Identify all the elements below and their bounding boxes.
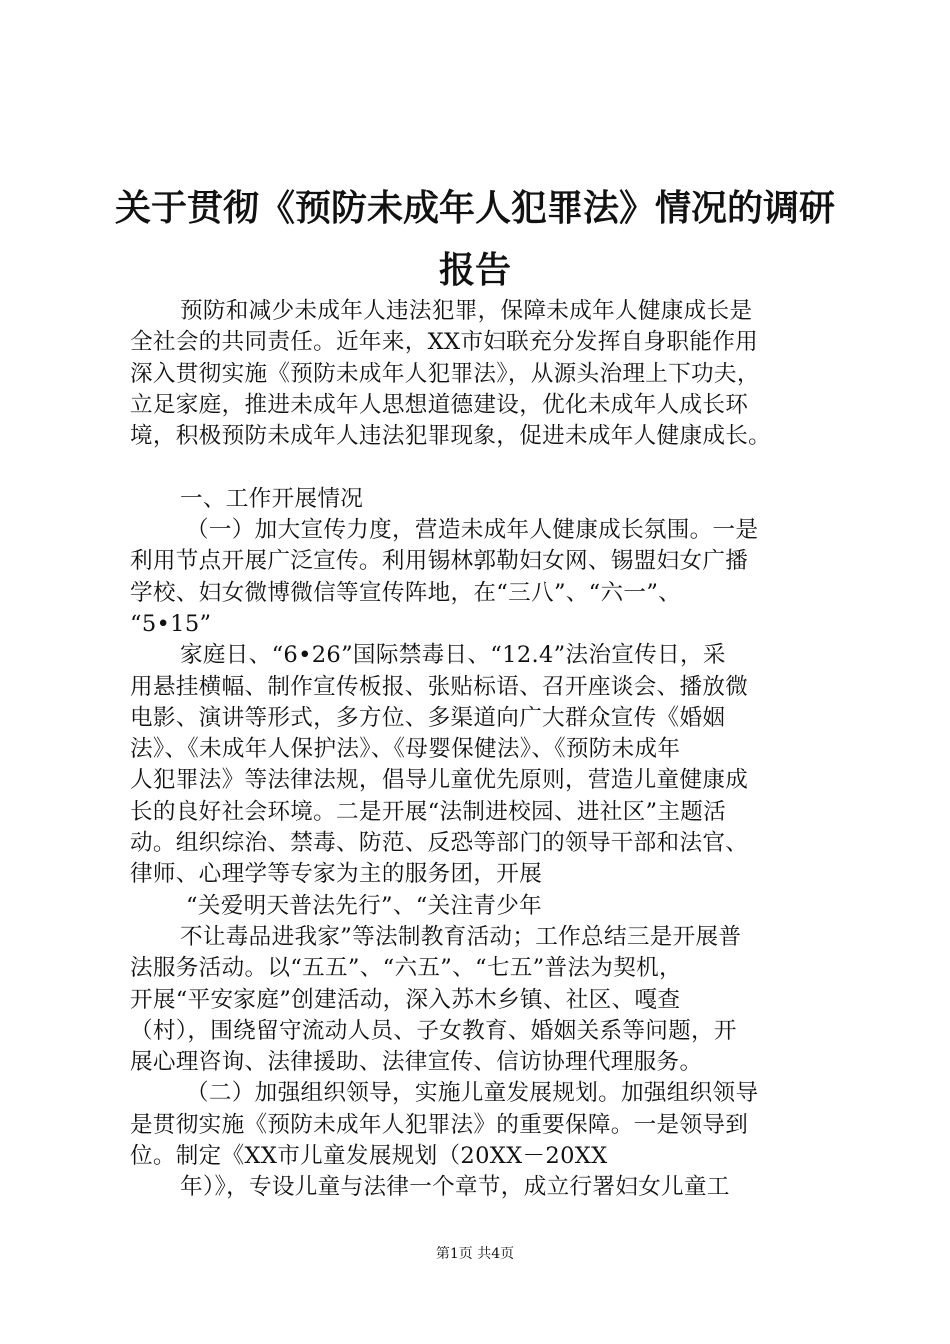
blank-line [130,452,850,483]
paragraph-line: 是贯彻实施《预防未成年人犯罪法》的重要保障。一是领导到 [130,1111,749,1138]
paragraph-line: （二）加强组织领导，实施儿童发展规划。加强组织领导 [186,1080,759,1107]
paragraph-line: 展心理咨询、法律援助、法律宣传、信访协理代理服务。 [130,1049,703,1076]
paragraph-line: 法》、《未成年人保护法》、《母婴保健法》、《预防未成年 [130,736,681,763]
paragraph-line: 长的良好社会环境。二是开展“法制进校园、进社区”主题活 [130,798,727,825]
paragraph-line: 年）》，专设儿童与法律一个章节，成立行署妇女儿童工 [180,1174,730,1201]
paragraph-line: 律师、心理学等专家为主的服务团，开展 [130,861,543,888]
paragraph-line: 不让毒品进我家”等法制教育活动；工作总结三是开展普 [180,923,742,950]
paragraph-line: “关爱明天普法先行”、“关注青少年 [186,892,543,919]
document-title-line-2: 报告 [438,249,511,291]
paragraph-line: （一）加大宣传力度，营造未成年人健康成长氛围。一是 [186,517,759,544]
paragraph-line: 预防和减少未成年人违法犯罪，保障未成年人健康成长是 [180,298,753,324]
paragraph-line: 境，积极预防未成年人违法犯罪现象，促进未成年人健康成长。 [130,423,772,450]
paragraph-line: 开展“平安家庭”创建活动，深入苏木乡镇、社区、嘎查 [130,986,681,1013]
paragraph-line: 动。组织综治、禁毒、防范、反恐等部门的领导干部和法官、 [130,830,749,857]
paragraph-line: 家庭日、“6•26”国际禁毒日、“12.4”法治宣传日，采 [180,642,726,669]
document-title-line-1: 关于贯彻《预防未成年人犯罪法》情况的调研 [114,187,835,229]
paragraph-line: “5•15” [130,610,212,637]
paragraph-line: 用悬挂横幅、制作宣传板报、张贴标语、召开座谈会、播放微 [130,673,749,700]
paragraph-line: 法服务活动。以“五五”、“六五”、“七五”普法为契机， [130,955,682,982]
paragraph-line: 电影、演讲等形式，多方位、多渠道向广大群众宣传《婚姻 [130,704,726,731]
section-heading: 一、工作开展情况 [180,485,364,512]
paragraph-line: 利用节点开展广泛宣传。利用锡林郭勒妇女网、锡盟妇女广播 [130,548,749,575]
paragraph-line: 人犯罪法》等法律法规，倡导儿童优先原则，营造儿童健康成 [130,767,749,794]
paragraph-line: 全社会的共同责任。近年来，XX市妇联充分发挥自身职能作用 [130,329,759,356]
document-body [130,296,850,1204]
paragraph-line: （村），围绕留守流动人员、子女教育、婚姻关系等问题，开 [130,1017,737,1044]
paragraph-line: 学校、妇女微博微信等宣传阵地，在“三八”、“六一”、 [130,579,682,606]
paragraph-line: 深入贯彻实施《预防未成年人犯罪法》，从源头治理上下功夫， [130,360,760,387]
paragraph-line: 位。制定《XX市儿童发展规划（20XX－20XX [130,1143,608,1170]
paragraph-line: 立足家庭，推进未成年人思想道德建设，优化未成年人成长环 [130,391,749,418]
page-footer: 第1页 共4页 [435,1246,515,1262]
